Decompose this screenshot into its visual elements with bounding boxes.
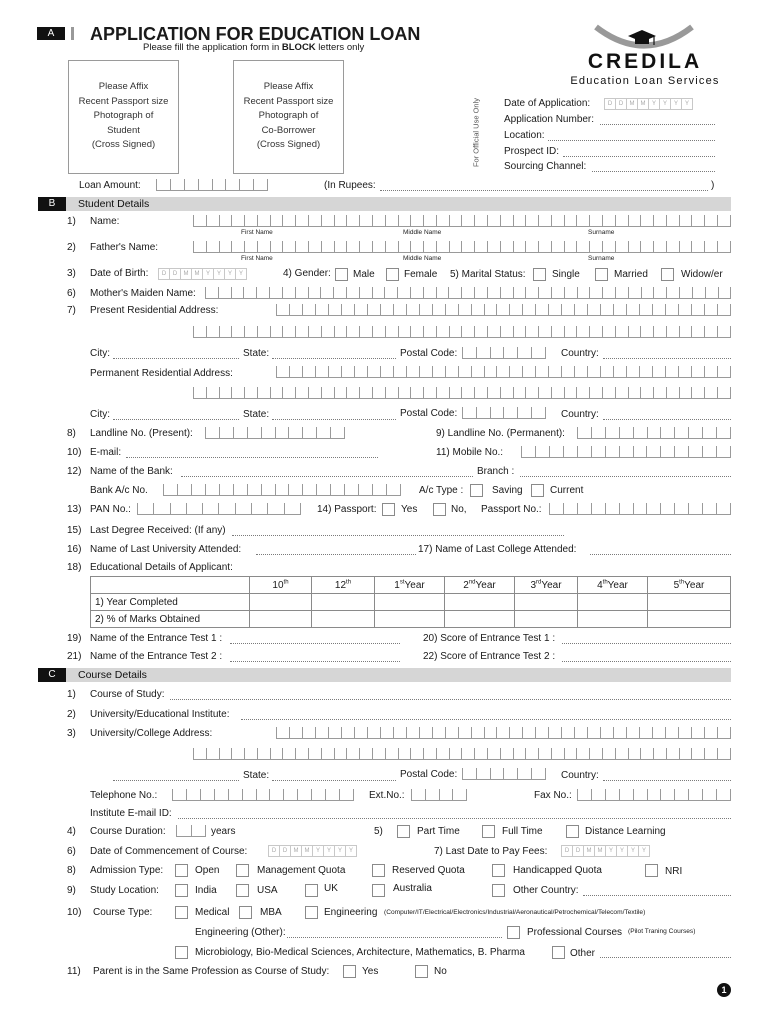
edu-col-header: 3rdYear [515, 577, 578, 594]
parent-yes-checkbox[interactable] [343, 965, 356, 978]
entrance1-num: 19) [67, 633, 82, 644]
course-type-num: 10) [67, 907, 82, 918]
dob-boxes[interactable] [158, 268, 246, 280]
university-field[interactable] [256, 554, 416, 555]
date-box[interactable]: M [637, 98, 649, 110]
ac-type-saving-label: Saving [492, 485, 523, 496]
date-of-application-label: Date of Application: [504, 98, 591, 109]
permanent-city-label: City: [90, 409, 110, 420]
permanent-country-label: Country: [561, 409, 599, 420]
location-field[interactable] [548, 140, 715, 141]
location-label: Location: [504, 130, 545, 141]
edu-cell[interactable] [445, 611, 515, 628]
gender-female-checkbox[interactable] [386, 268, 399, 281]
ext-boxes[interactable] [411, 789, 467, 801]
college-postal-boxes[interactable] [462, 768, 546, 780]
passport-number-label: Passport No.: [481, 504, 542, 515]
location-other-checkbox[interactable] [492, 884, 505, 897]
college-label: 17) Name of Last College Attended: [418, 544, 577, 555]
degree-field[interactable] [232, 535, 564, 536]
edu-cell[interactable] [648, 594, 731, 611]
date-box[interactable]: D [158, 268, 170, 280]
date-box[interactable]: D [615, 98, 627, 110]
father-first-sub: First Name [241, 255, 273, 262]
college-address-label: University/College Address: [90, 728, 213, 739]
present-state-label: State: [243, 348, 270, 359]
prospect-id-field[interactable] [563, 156, 715, 157]
date-box[interactable]: Y [235, 268, 247, 280]
mobile-label: 11) Mobile No.: [436, 447, 504, 458]
official-use-side-label: For Official Use Only [471, 97, 481, 168]
date-box[interactable]: M [583, 845, 595, 857]
landline-permanent-boxes[interactable] [577, 427, 731, 439]
logo-tagline: Education Loan Services [570, 75, 720, 87]
last-date-fees-label: 7) Last Date to Pay Fees: [434, 846, 548, 857]
photo-line: Student [107, 124, 140, 136]
date-box[interactable]: D [561, 845, 573, 857]
education-table-header [91, 577, 731, 594]
passport-number-boxes[interactable] [549, 503, 731, 515]
form-subtitle [143, 42, 364, 53]
commencement-num: 6) [67, 846, 76, 857]
subtitle-pre: Please fill the application form in [143, 42, 282, 53]
date-box[interactable]: M [626, 98, 638, 110]
score1-field[interactable] [562, 643, 731, 644]
bank-ac-label: Bank A/c No. [90, 485, 148, 496]
permanent-address-label: Permanent Residential Address: [90, 368, 233, 379]
edu-col-header: 10th [250, 577, 312, 594]
location-uk-label: UK [324, 883, 338, 894]
gender-male-checkbox[interactable] [335, 268, 348, 281]
loan-amount-boxes[interactable] [156, 179, 268, 191]
edu-cell[interactable] [648, 611, 731, 628]
mobile-boxes[interactable] [521, 446, 731, 458]
marital-label: 5) Marital Status: [450, 269, 526, 280]
course-professional-note: (Pilot Traning Courses) [628, 928, 696, 935]
date-box[interactable]: Y [312, 845, 324, 857]
pan-boxes[interactable] [137, 503, 301, 515]
degree-num: 15) [67, 525, 82, 536]
marital-single-checkbox[interactable] [533, 268, 546, 281]
edu-cell[interactable] [312, 594, 375, 611]
date-box[interactable]: Y [659, 98, 671, 110]
photo-line: Photograph of [93, 110, 154, 121]
father-surname-sub: Surname [588, 255, 615, 262]
gender-female-label: Female [404, 269, 438, 280]
edu-cell[interactable] [445, 594, 515, 611]
edu-details-num: 18) [67, 562, 82, 573]
date-box[interactable]: M [301, 845, 313, 857]
date-box[interactable]: D [604, 98, 616, 110]
table-row [91, 611, 731, 628]
location-india-checkbox[interactable] [175, 884, 188, 897]
course-label: Course of Study: [90, 689, 165, 700]
permanent-address-boxes-2[interactable] [193, 387, 731, 399]
telephone-boxes[interactable] [172, 789, 354, 801]
in-rupees-label: (In Rupees: [324, 180, 376, 191]
present-country-field[interactable] [603, 358, 731, 359]
edu-cell[interactable] [515, 611, 578, 628]
course-professional-checkbox[interactable] [507, 926, 520, 939]
college-country-label: Country: [561, 770, 599, 781]
location-india-label: India [195, 885, 217, 896]
telephone-label: Telephone No.: [90, 790, 158, 801]
course-mba-label: MBA [260, 907, 282, 918]
edu-col-header: 4thYear [578, 577, 648, 594]
degree-label: Last Degree Received: (If any) [90, 525, 226, 536]
email-num: 10) [67, 447, 82, 458]
course-medical-checkbox[interactable] [175, 906, 188, 919]
mother-num: 6) [67, 288, 76, 299]
edu-col-header: 12th [312, 577, 375, 594]
bank-ac-boxes[interactable] [163, 484, 401, 496]
admission-nri-checkbox[interactable] [645, 864, 658, 877]
course-eng-other-label: Engineering (Other): [195, 927, 286, 938]
course-professional-label: Professional Courses [527, 927, 623, 938]
present-address-num: 7) [67, 305, 76, 316]
pan-num: 13) [67, 504, 82, 515]
parent-no-checkbox[interactable] [415, 965, 428, 978]
date-of-application-boxes[interactable] [604, 98, 692, 110]
marital-single-label: Single [552, 269, 580, 280]
entrance2-num: 21) [67, 651, 82, 662]
edu-cell[interactable] [312, 611, 375, 628]
bank-field[interactable] [181, 476, 473, 477]
date-box[interactable]: Y [323, 845, 335, 857]
admission-nri-label: NRI [665, 866, 683, 877]
present-postal-label: Postal Code: [400, 348, 458, 359]
father-middle-sub: Middle Name [403, 255, 442, 262]
edu-col-header: 2ndYear [445, 577, 515, 594]
date-box[interactable]: Y [605, 845, 617, 857]
mother-name-boxes[interactable] [205, 287, 731, 299]
page-number-badge: 1 [717, 983, 731, 997]
date-box[interactable]: M [594, 845, 606, 857]
photo-line: Please Affix [98, 81, 149, 92]
edu-cell[interactable] [578, 611, 648, 628]
photo-line: Recent Passport size [243, 95, 334, 107]
course-other-checkbox[interactable] [552, 946, 565, 959]
university-num: 16) [67, 544, 82, 555]
photo-line: Co-Borrower [261, 124, 316, 136]
college-address-boxes-1[interactable] [276, 727, 731, 739]
permanent-postal-boxes[interactable] [462, 407, 546, 419]
father-label: Father's Name: [90, 242, 159, 253]
admission-handicapped-label: Handicapped Quota [513, 865, 602, 876]
present-city-field[interactable] [113, 358, 239, 359]
permanent-state-field[interactable] [272, 419, 396, 420]
location-usa-checkbox[interactable] [236, 884, 249, 897]
course-micro-label: Microbiology, Bio-Medical Sciences, Architecture, Mathematics, B. Pharma [195, 947, 525, 958]
college-field[interactable] [590, 554, 731, 555]
edu-col-header: 5thYear [648, 577, 731, 594]
parent-num: 11) [67, 966, 81, 977]
fax-boxes[interactable] [577, 789, 731, 801]
parent-label: Parent is in the Same Profession as Course of Study: [93, 966, 330, 977]
admission-reserved-label: Reserved Quota [392, 865, 465, 876]
edu-row-label: 2) % of Marks Obtained [91, 611, 250, 628]
date-box[interactable]: Y [648, 98, 660, 110]
score2-field[interactable] [562, 661, 731, 662]
edu-cell[interactable] [250, 594, 312, 611]
course-type-label: Course Type: [93, 907, 153, 918]
date-box[interactable]: Y [202, 268, 214, 280]
institute-label: University/Educational Institute: [90, 709, 230, 720]
admission-label: Admission Type: [90, 865, 164, 876]
credila-logo [556, 24, 734, 90]
section-a-label: A [37, 27, 65, 40]
institute-email-field[interactable] [178, 818, 731, 819]
passport-label: 14) Passport: [317, 504, 377, 515]
present-state-field[interactable] [272, 358, 396, 359]
present-postal-boxes[interactable] [462, 347, 546, 359]
institute-field[interactable] [241, 719, 731, 720]
photo-line: (Cross Signed) [91, 139, 156, 150]
section-c-label: C [38, 668, 66, 682]
ext-label: Ext.No.: [369, 790, 405, 801]
landline-permanent-label: 9) Landline No. (Permanent): [436, 428, 565, 439]
bank-label: Name of the Bank: [90, 466, 173, 477]
edu-row-label: 1) Year Completed [91, 594, 250, 611]
father-name-boxes[interactable] [193, 241, 731, 253]
college-state-field[interactable] [272, 780, 396, 781]
coborrower-photo-box[interactable] [233, 60, 344, 174]
photo-line: Please Affix [263, 81, 314, 92]
edu-details-label: Educational Details of Applicant: [90, 562, 233, 573]
commencement-date-boxes[interactable] [268, 845, 356, 857]
passport-no-label: No, [451, 504, 467, 515]
dob-label: Date of Birth: [90, 268, 149, 279]
application-number-field[interactable] [600, 124, 715, 125]
part-time-checkbox[interactable] [397, 825, 410, 838]
education-table [90, 576, 731, 628]
date-box[interactable]: Y [334, 845, 346, 857]
date-box[interactable]: D [572, 845, 584, 857]
course-eng-other-field[interactable] [287, 937, 502, 938]
entrance1-field[interactable] [230, 643, 400, 644]
part-time-label: Part Time [417, 826, 460, 837]
admission-open-checkbox[interactable] [175, 864, 188, 877]
name-first-sub: First Name [241, 229, 273, 236]
passport-no-checkbox[interactable] [433, 503, 446, 516]
date-box[interactable]: Y [627, 845, 639, 857]
edu-cell[interactable] [250, 611, 312, 628]
branch-label: Branch : [477, 466, 515, 477]
permanent-country-field[interactable] [603, 419, 731, 420]
entrance2-field[interactable] [230, 661, 400, 662]
date-box[interactable]: Y [670, 98, 682, 110]
section-a-divider [71, 27, 74, 40]
distance-learning-checkbox[interactable] [566, 825, 579, 838]
present-address-label: Present Residential Address: [90, 305, 219, 316]
date-box[interactable]: Y [224, 268, 236, 280]
landline-present-num: 8) [67, 428, 76, 439]
date-box[interactable]: Y [616, 845, 628, 857]
name-num: 1) [67, 216, 76, 227]
subtitle-bold: BLOCK [281, 42, 316, 53]
course-engineering-label: Engineering [324, 907, 378, 918]
entrance1-label: Name of the Entrance Test 1 : [90, 633, 223, 644]
admission-reserved-checkbox[interactable] [372, 864, 385, 877]
institute-email-label: Institute E-mail ID: [90, 808, 172, 819]
bank-num: 12) [67, 466, 82, 477]
mode-num: 5) [374, 826, 383, 837]
gender-male-label: Male [353, 269, 375, 280]
fax-label: Fax No.: [534, 790, 572, 801]
college-postal-label: Postal Code: [400, 769, 458, 780]
application-number-label: Application Number: [504, 114, 595, 125]
admission-handicapped-checkbox[interactable] [492, 864, 505, 877]
course-other-field[interactable] [600, 957, 731, 958]
college-address-num: 3) [67, 728, 76, 739]
present-address-boxes-1[interactable] [276, 304, 731, 316]
permanent-state-label: State: [243, 409, 270, 420]
course-micro-checkbox[interactable] [175, 946, 188, 959]
prospect-id-label: Prospect ID: [504, 146, 560, 157]
course-engineering-note: (Computer/IT/Electrical/Electronics/Industrial/Aeronautical/Petrochemical/Telecom/Textile) [384, 909, 646, 916]
sourcing-channel-label: Sourcing Channel: [504, 161, 587, 172]
full-time-label: Full Time [502, 826, 543, 837]
present-country-label: Country: [561, 348, 599, 359]
course-field[interactable] [170, 699, 731, 700]
location-australia-checkbox[interactable] [372, 884, 385, 897]
course-other-label: Other [570, 948, 596, 959]
photo-line: Photograph of [258, 110, 319, 121]
duration-num: 4) [67, 826, 76, 837]
marital-married-label: Married [614, 269, 648, 280]
present-address-boxes-2[interactable] [193, 326, 731, 338]
pan-label: PAN No.: [90, 504, 131, 515]
name-boxes[interactable] [193, 215, 731, 227]
date-box[interactable]: Y [681, 98, 693, 110]
course-engineering-checkbox[interactable] [305, 906, 318, 919]
institute-num: 2) [67, 709, 76, 720]
study-location-label: Study Location: [90, 885, 159, 896]
present-city-label: City: [90, 348, 110, 359]
admission-management-checkbox[interactable] [236, 864, 249, 877]
section-b-label: B [38, 197, 66, 211]
score1-label: 20) Score of Entrance Test 1 : [423, 633, 556, 644]
photo-line: Recent Passport size [78, 95, 169, 107]
logo-wordmark: CREDILA [587, 50, 703, 73]
permanent-city-field[interactable] [113, 419, 239, 420]
ac-type-current-checkbox[interactable] [531, 484, 544, 497]
location-uk-checkbox[interactable] [305, 884, 318, 897]
marital-widow-label: Widow/er [681, 269, 723, 280]
date-box[interactable]: Y [213, 268, 225, 280]
email-field[interactable] [126, 457, 378, 458]
college-address-boxes-2[interactable] [193, 748, 731, 760]
date-box[interactable]: D [279, 845, 291, 857]
location-other-label: Other Country: [513, 885, 579, 896]
table-row [91, 594, 731, 611]
subtitle-post: letters only [315, 42, 365, 53]
course-mba-checkbox[interactable] [239, 906, 252, 919]
admission-open-label: Open [195, 865, 220, 876]
loan-amount-label: Loan Amount: [79, 180, 141, 191]
course-num: 1) [67, 689, 76, 700]
ac-type-label: A/c Type : [419, 485, 464, 496]
edu-cell[interactable] [578, 594, 648, 611]
father-num: 2) [67, 242, 76, 253]
edu-col-header: 1stYear [375, 577, 445, 594]
date-box[interactable]: M [191, 268, 203, 280]
score2-label: 22) Score of Entrance Test 2 : [423, 651, 556, 662]
email-label: E-mail: [90, 447, 122, 458]
distance-learning-label: Distance Learning [585, 826, 666, 837]
parent-yes-label: Yes [362, 966, 379, 977]
name-middle-sub: Middle Name [403, 229, 442, 236]
name-label: Name: [90, 216, 120, 227]
university-label: Name of Last University Attended: [90, 544, 242, 555]
parent-no-label: No [434, 966, 447, 977]
college-city-field[interactable] [113, 780, 239, 781]
edu-cell[interactable] [375, 611, 445, 628]
sourcing-channel-field[interactable] [592, 171, 715, 172]
edu-corner-cell [91, 577, 250, 594]
section-b-title: Student Details [78, 198, 150, 210]
college-state-label: State: [243, 770, 270, 781]
college-country-field[interactable] [603, 780, 731, 781]
duration-boxes[interactable] [176, 825, 206, 837]
date-box[interactable]: M [290, 845, 302, 857]
study-location-num: 9) [67, 885, 76, 896]
full-time-checkbox[interactable] [482, 825, 495, 838]
date-box[interactable]: D [169, 268, 181, 280]
branch-field[interactable] [520, 476, 731, 477]
marital-married-checkbox[interactable] [595, 268, 608, 281]
date-box[interactable]: D [268, 845, 280, 857]
entrance2-label: Name of the Entrance Test 2 : [90, 651, 223, 662]
admission-num: 8) [67, 865, 76, 876]
passport-yes-label: Yes [401, 504, 418, 515]
duration-label: Course Duration: [90, 826, 166, 837]
student-photo-box[interactable] [68, 60, 179, 174]
edu-cell[interactable] [375, 594, 445, 611]
location-usa-label: USA [257, 885, 278, 896]
edu-cell[interactable] [515, 594, 578, 611]
last-date-fees-boxes[interactable] [561, 845, 649, 857]
in-rupees-field[interactable] [380, 190, 708, 191]
name-surname-sub: Surname [588, 229, 615, 236]
dob-num: 3) [67, 268, 76, 279]
photo-line: (Cross Signed) [256, 139, 321, 150]
gender-label: 4) Gender: [283, 268, 331, 279]
ac-type-current-label: Current [550, 485, 584, 496]
permanent-address-boxes-1[interactable] [276, 366, 731, 378]
ac-type-saving-checkbox[interactable] [470, 484, 483, 497]
in-rupees-close: ) [711, 180, 715, 191]
mother-label: Mother's Maiden Name: [90, 288, 196, 299]
marital-widow-checkbox[interactable] [661, 268, 674, 281]
course-medical-label: Medical [195, 907, 230, 918]
location-other-field[interactable] [583, 895, 731, 896]
passport-yes-checkbox[interactable] [382, 503, 395, 516]
date-box[interactable]: M [180, 268, 192, 280]
form-title: APPLICATION FOR EDUCATION LOAN [90, 24, 421, 44]
location-australia-label: Australia [393, 883, 432, 894]
landline-present-label: Landline No. (Present): [90, 428, 193, 439]
permanent-postal-label: Postal Code: [400, 408, 458, 419]
section-c-title: Course Details [78, 669, 147, 681]
date-box[interactable]: Y [345, 845, 357, 857]
commencement-label: Date of Commencement of Course: [90, 846, 248, 857]
duration-years-label: years [211, 826, 236, 837]
admission-management-label: Management Quota [257, 865, 346, 876]
landline-present-boxes[interactable] [205, 427, 345, 439]
date-box[interactable]: Y [638, 845, 650, 857]
